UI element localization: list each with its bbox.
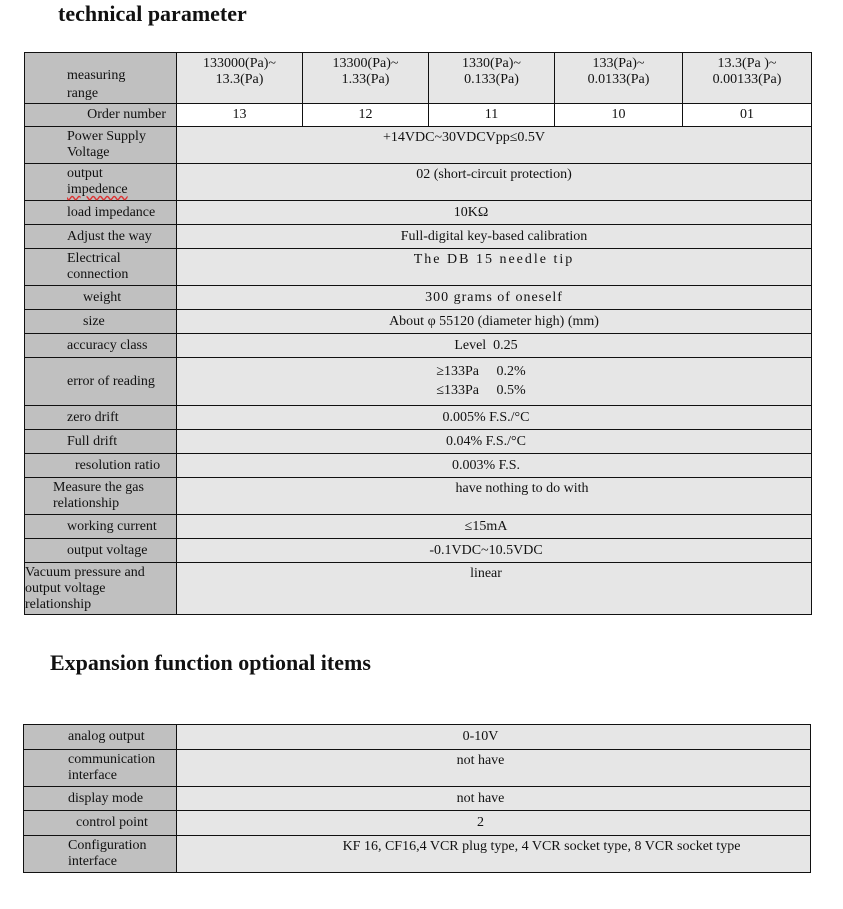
spec-row-output-impedence — [25, 164, 812, 201]
label-line: Vacuum pressure and — [25, 565, 145, 580]
order-number-cell: 12 — [303, 104, 429, 127]
label-line: output — [67, 166, 103, 181]
spec-value: Level 0.25 — [177, 334, 812, 358]
option-row-analog-output — [24, 725, 811, 750]
spec-label — [25, 563, 177, 615]
spec-row-working-current — [25, 515, 812, 539]
order-number-label: Order number — [25, 104, 177, 127]
spec-label: Adjust the way — [25, 225, 177, 249]
spec-label: weight — [25, 286, 177, 310]
label-line: interface — [68, 768, 117, 783]
option-row-configuration-interface — [24, 836, 811, 873]
spec-value: 0.003% F.S. — [177, 454, 812, 478]
range-from: 1330(Pa)~ — [462, 56, 521, 71]
range-to: 0.00133(Pa) — [712, 72, 782, 87]
spec-row-adjust-the-way — [25, 225, 812, 249]
spec-label: working current — [25, 515, 177, 539]
range-from: 13300(Pa)~ — [332, 56, 399, 71]
range-cell — [429, 53, 555, 104]
label-line: Power Supply — [67, 129, 146, 144]
option-label: control point — [24, 811, 177, 836]
spec-value: About φ 55120 (diameter high) (mm) — [177, 310, 812, 334]
option-label — [24, 836, 177, 873]
technical-parameter-table — [24, 52, 812, 615]
range-to: 0.133(Pa) — [464, 72, 519, 87]
spec-row-measure-gas — [25, 478, 812, 515]
spec-label: error of reading — [25, 358, 177, 406]
spec-row-output-voltage — [25, 539, 812, 563]
spec-label: size — [25, 310, 177, 334]
spec-label: accuracy class — [25, 334, 177, 358]
label-line-misspelled: impedence — [67, 182, 128, 197]
range-from: 13.3(Pa )~ — [717, 56, 777, 71]
spec-label: load impedance — [25, 201, 177, 225]
option-row-control-point — [24, 811, 811, 836]
spec-row-error-of-reading — [25, 358, 812, 406]
label-line: Configuration — [68, 838, 147, 853]
option-row-display-mode — [24, 787, 811, 811]
spec-row-load-impedance — [25, 201, 812, 225]
spec-row-electrical-connection — [25, 249, 812, 286]
label-line: Electrical — [67, 251, 121, 266]
spec-label — [25, 127, 177, 164]
spec-row-resolution-ratio — [25, 454, 812, 478]
option-value: KF 16, CF16,4 VCR plug type, 4 VCR socket type, 8 VCR socket type — [177, 836, 811, 873]
range-from: 133000(Pa)~ — [203, 56, 276, 71]
spec-row-accuracy-class — [25, 334, 812, 358]
label-line: Voltage — [67, 145, 110, 160]
spec-row-size — [25, 310, 812, 334]
spec-value: Full-digital key-based calibration — [177, 225, 812, 249]
spec-value: 02 (short-circuit protection) — [177, 164, 812, 201]
spec-row-power-supply — [25, 127, 812, 164]
spec-value: have nothing to do with — [177, 478, 812, 515]
order-number-row — [25, 104, 812, 127]
range-cell — [303, 53, 429, 104]
range-to: 1.33(Pa) — [341, 72, 390, 87]
spec-row-vacuum-pressure — [25, 563, 812, 615]
range-from: 133(Pa)~ — [592, 56, 645, 71]
spec-row-full-drift — [25, 430, 812, 454]
option-value: 0-10V — [177, 725, 811, 750]
spec-value: 0.04% F.S./°C — [177, 430, 812, 454]
option-value: not have — [177, 750, 811, 787]
label-line: relationship — [25, 597, 92, 612]
spec-value: The DB 15 needle tip — [177, 249, 812, 286]
spec-value: -0.1VDC~10.5VDC — [177, 539, 812, 563]
label-line: output voltage — [25, 581, 106, 596]
spec-value: 300 grams of oneself — [177, 286, 812, 310]
spec-value: +14VDC~30VDCVpp≤0.5V — [177, 127, 812, 164]
label-line: Measure the gas — [53, 480, 144, 495]
spec-label: resolution ratio — [25, 454, 177, 478]
order-number-cell: 11 — [429, 104, 555, 127]
spec-label: output voltage — [25, 539, 177, 563]
spec-label — [25, 164, 177, 201]
range-to: 0.0133(Pa) — [587, 72, 650, 87]
spec-label: zero drift — [25, 406, 177, 430]
option-value: 2 — [177, 811, 811, 836]
order-number-cell: 01 — [683, 104, 812, 127]
spec-value: ≤15mA — [177, 515, 812, 539]
range-cell — [683, 53, 812, 104]
spec-row-zero-drift — [25, 406, 812, 430]
order-number-cell: 13 — [177, 104, 303, 127]
value-line: ≤133Pa 0.5% — [436, 383, 526, 398]
label-line: relationship — [53, 496, 120, 511]
order-number-cell: 10 — [555, 104, 683, 127]
range-cell — [555, 53, 683, 104]
label-line: interface — [68, 854, 117, 869]
range-to: 13.3(Pa) — [215, 72, 264, 87]
spec-value — [177, 358, 812, 406]
option-label — [24, 750, 177, 787]
spec-label — [25, 249, 177, 286]
expansion-function-table — [23, 724, 811, 873]
technical-parameter-title: technical parameter — [58, 1, 247, 26]
expansion-function-title: Expansion function optional items — [50, 650, 371, 675]
spec-value: 10KΩ — [177, 201, 812, 225]
spec-label: Full drift — [25, 430, 177, 454]
option-label: analog output — [24, 725, 177, 750]
option-value: not have — [177, 787, 811, 811]
spec-label — [25, 478, 177, 515]
measuring-range-row — [25, 53, 812, 104]
value-line: ≥133Pa 0.2% — [436, 364, 526, 379]
option-label: display mode — [24, 787, 177, 811]
spec-value: linear — [177, 563, 812, 615]
label-line: communication — [68, 752, 156, 767]
option-row-communication-interface — [24, 750, 811, 787]
spec-value: 0.005% F.S./°C — [177, 406, 812, 430]
range-cell — [177, 53, 303, 104]
measuring-range-label: measuring range — [25, 53, 177, 104]
label-line: connection — [67, 267, 129, 282]
spec-row-weight — [25, 286, 812, 310]
